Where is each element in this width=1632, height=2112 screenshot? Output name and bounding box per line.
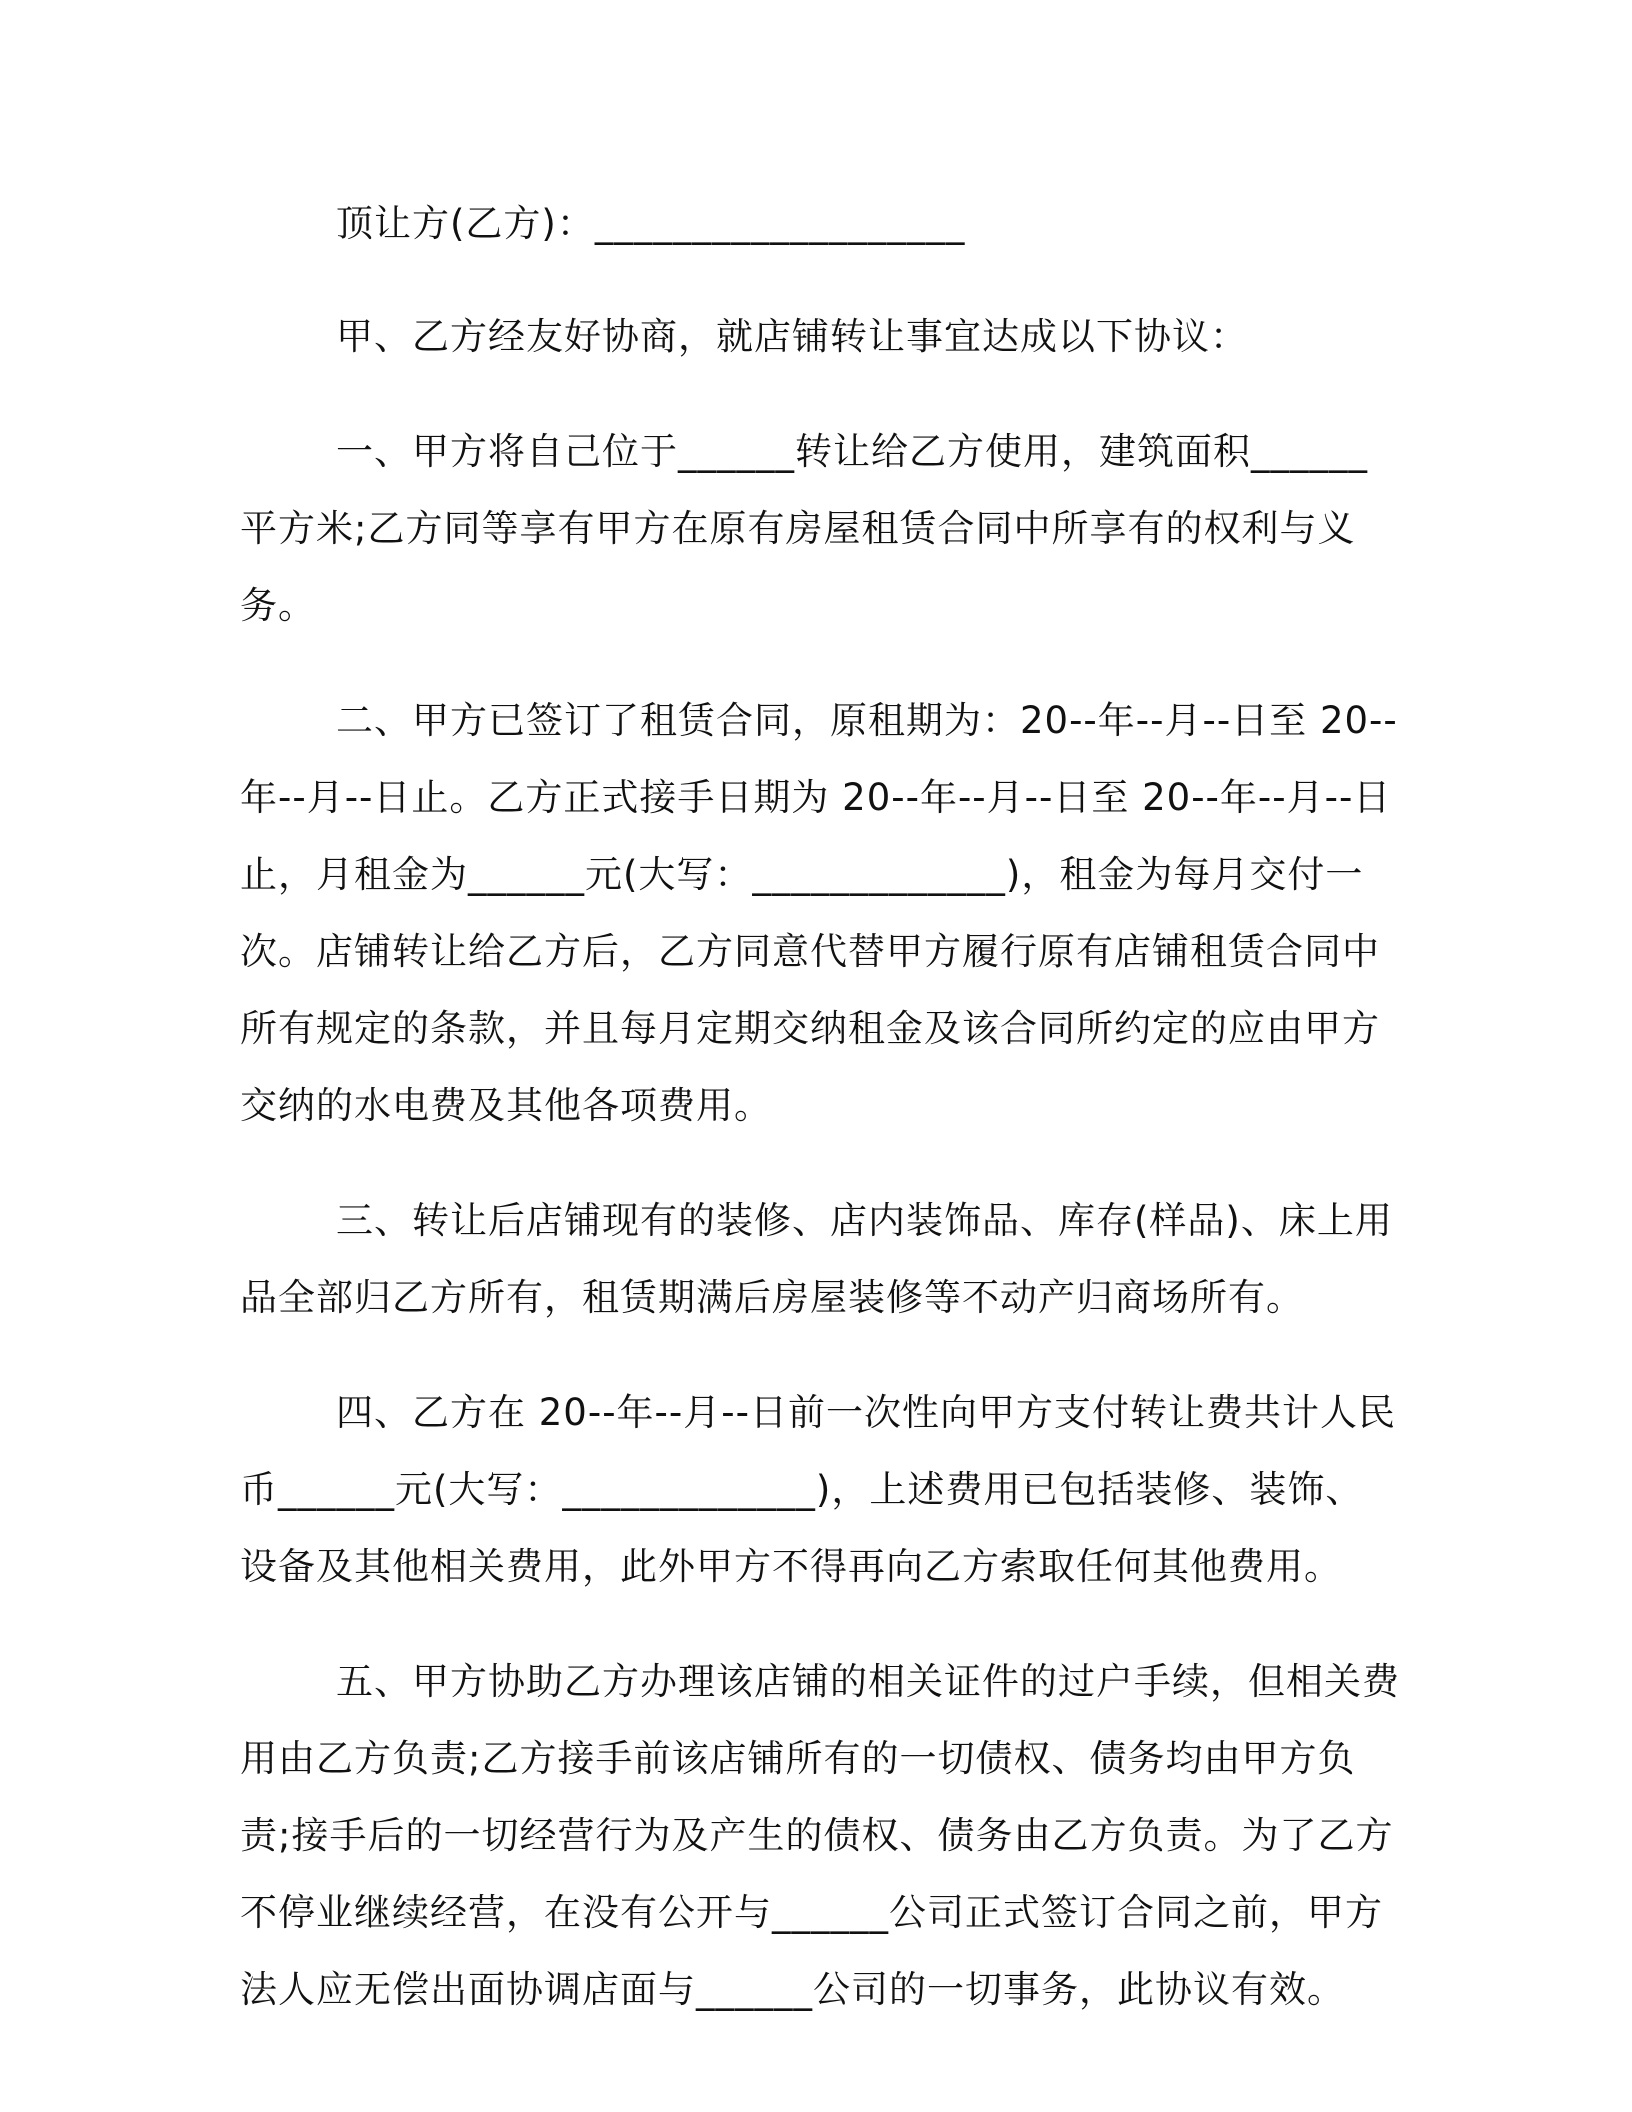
document-body <box>240 185 1400 2066</box>
transferee-line: 顶让方(乙方)：___________________ <box>336 202 966 245</box>
agreement-intro: 甲、乙方经友好协商，就店铺转让事宜达成以下协议： <box>336 315 1248 358</box>
clause-1: 一、甲方将自己位于______转让给乙方使用，建筑面积______平方米;乙方同等享有甲方在原有房屋租赁合同中所享有的权利与义务。 <box>240 430 1368 627</box>
clause-2: 二、甲方已签订了租赁合同，原租期为：20--年--月--日至 20--年--月--日止。乙方正式接手日期为 20--年--月--日至 20--年--月--日止，月租金为______元(大写：_____________)，租金为每月交付一次。店铺转让给乙方后，乙方同意代替甲方履行原有店铺租赁合同中所有规定的条款，并且每月定期交纳租金及该合同所约定的应由甲方交纳的水电费及其他各项费用。 <box>240 699 1398 1127</box>
clause-5: 五、甲方协助乙方办理该店铺的相关证件的过户手续，但相关费用由乙方负责;乙方接手前该店铺所有的一切债权、债务均由甲方负责;接手后的一切经营行为及产生的债权、债务由乙方负责。为了乙方不停业继续经营，在没有公开与______公司正式签订合同之前，甲方法人应无偿出面协调店面与______公司的一切事务，此协议有效。 <box>240 1660 1400 2011</box>
clause-4: 四、乙方在 20--年--月--日前一次性向甲方支付转让费共计人民币______元(大写：_____________)，上述费用已包括装修、装饰、设备及其他相关费用，此外甲方不得再向乙方索取任何其他费用。 <box>240 1391 1396 1588</box>
clause-3: 三、转让后店铺现有的装修、店内装饰品、库存(样品)、床上用品全部归乙方所有，租赁期满后房屋装修等不动产归商场所有。 <box>240 1199 1393 1319</box>
